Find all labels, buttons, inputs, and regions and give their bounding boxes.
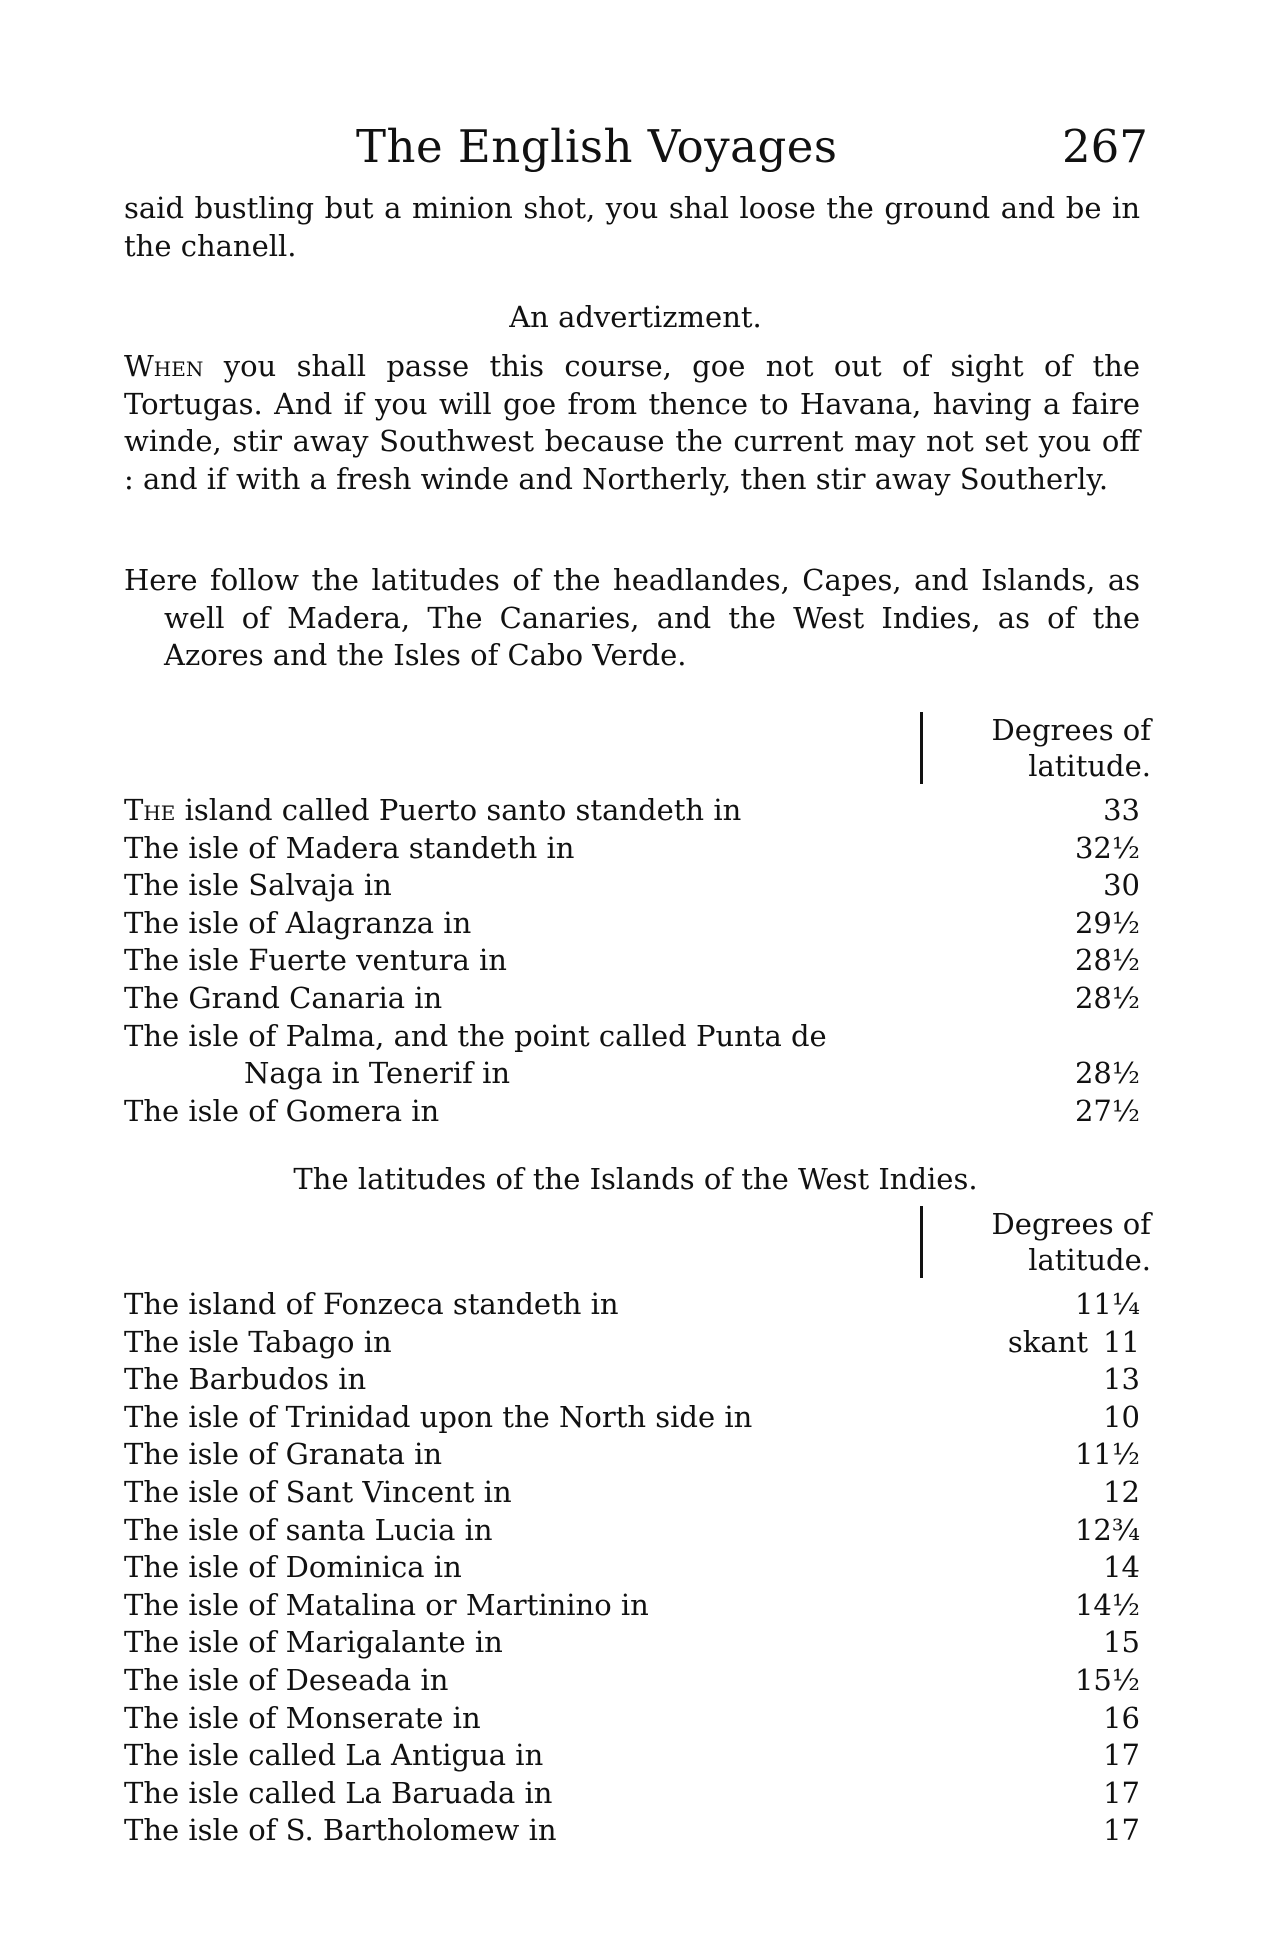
latitude-value: 17 bbox=[1103, 1738, 1140, 1773]
place-name: The isle of Matalina or Martinino in bbox=[124, 1587, 649, 1622]
table-row bbox=[124, 1737, 1140, 1775]
latitude-table-west-indies bbox=[124, 1286, 1140, 1850]
latitude-value: 11 bbox=[1103, 1324, 1140, 1359]
table-row bbox=[124, 1286, 1140, 1324]
place-name: The island of Fonzeca standeth in bbox=[124, 1287, 619, 1321]
place-name bbox=[124, 792, 741, 830]
latitude-value: 28½ bbox=[1074, 980, 1140, 1015]
latitude-value: 32½ bbox=[1074, 830, 1140, 865]
place-name: The isle of Deseada in bbox=[124, 1662, 449, 1697]
latitude-value: 12 bbox=[1103, 1474, 1140, 1509]
place-name: The isle of Sant Vincent in bbox=[124, 1474, 512, 1509]
latitude-value: 28½ bbox=[1074, 1056, 1140, 1091]
page-header bbox=[0, 120, 1271, 180]
place-name: The isle of Alagranza in bbox=[124, 905, 472, 940]
latitude-value: 17 bbox=[1103, 1775, 1140, 1810]
advertizement-heading: An advertizment. bbox=[509, 300, 762, 334]
table-row bbox=[124, 1018, 1140, 1056]
place-name: The isle of Trinidad upon the North side in bbox=[124, 1399, 753, 1434]
latitude-value: 15½ bbox=[1074, 1662, 1140, 1697]
table-row bbox=[124, 1512, 1140, 1550]
table-row bbox=[124, 1775, 1140, 1813]
place-name: The isle of Gomera in bbox=[124, 1093, 440, 1128]
place-name: The isle Fuerte ventura in bbox=[124, 943, 507, 978]
west-indies-heading: The latitudes of the Islands of the West Indies. bbox=[293, 1162, 978, 1196]
latitude-value: 13 bbox=[1103, 1362, 1140, 1397]
intro-paragraph: Here follow the latitudes of the headlandes, Capes, and Islands, as well of Madera, The Canaries, and the West Indies, as of the Azores and the Isles of Cabo Verde. bbox=[124, 563, 1140, 672]
place-name: The isle of santa Lucia in bbox=[124, 1512, 493, 1547]
table-row bbox=[124, 792, 1140, 830]
latitude-note: skant bbox=[1007, 1324, 1088, 1359]
place-name: The isle Tabago in bbox=[124, 1324, 392, 1359]
place-name: The isle of Madera standeth in bbox=[124, 830, 575, 865]
table-row bbox=[124, 1361, 1140, 1399]
latitude-value: 33 bbox=[1103, 793, 1140, 827]
advertizement-first-word: When bbox=[124, 349, 204, 383]
table-row bbox=[124, 1399, 1140, 1437]
latitude-value: 14 bbox=[1103, 1550, 1140, 1585]
table-row bbox=[124, 830, 1140, 868]
table2-column-header-line2: latitude. bbox=[1028, 1243, 1151, 1277]
table-row bbox=[124, 1055, 1140, 1093]
advertizement-paragraph bbox=[124, 348, 1140, 498]
table-row bbox=[124, 1662, 1140, 1700]
place-name-text: island called Puerto santo standeth in bbox=[175, 793, 742, 827]
table-row bbox=[124, 942, 1140, 980]
advertizement-text: you shall passe this course, goe not out of sight of the Tortugas. And if you will goe from thence to Havana, having a faire winde, stir away Southwest because the current may not set you off : and if with a fresh winde and Northerly, then stir away Southerly. bbox=[124, 349, 1140, 496]
opening-paragraph: said bustling but a minion shot, you shal loose the ground and be in the chanell. bbox=[124, 191, 1140, 263]
place-name: The isle of Marigalante in bbox=[124, 1625, 503, 1660]
place-name: The isle Salvaja in bbox=[124, 868, 392, 903]
place-name: The Grand Canaria in bbox=[124, 980, 443, 1015]
table1-column-header-line2: latitude. bbox=[1028, 749, 1151, 783]
table-row bbox=[124, 1624, 1140, 1662]
place-name: The Barbudos in bbox=[124, 1362, 367, 1397]
latitude-value: 12¾ bbox=[1074, 1512, 1140, 1547]
table-row bbox=[124, 1093, 1140, 1131]
table1-column-header-line1: Degrees of bbox=[991, 713, 1151, 747]
latitude-value: 14½ bbox=[1074, 1587, 1140, 1622]
place-name: The isle of Palma, and the point called Punta de bbox=[124, 1018, 827, 1053]
table-row bbox=[124, 1474, 1140, 1512]
table2-column-header bbox=[920, 1206, 1151, 1278]
table-row bbox=[124, 867, 1140, 905]
latitude-value: 10 bbox=[1103, 1399, 1140, 1434]
latitude-value: 11¼ bbox=[1074, 1287, 1140, 1321]
table-row bbox=[124, 1436, 1140, 1474]
page-number: 267 bbox=[1062, 120, 1148, 173]
place-name: The isle called La Antigua in bbox=[124, 1738, 544, 1773]
table2-column-header-line1: Degrees of bbox=[991, 1207, 1151, 1241]
place-name-first-word: The bbox=[124, 793, 176, 827]
table-row bbox=[124, 980, 1140, 1018]
table-row bbox=[124, 1700, 1140, 1738]
place-name: The isle of Monserate in bbox=[124, 1700, 481, 1735]
latitude-value: 17 bbox=[1103, 1813, 1140, 1848]
place-name: The isle of Dominica in bbox=[124, 1550, 462, 1585]
table-row bbox=[124, 1587, 1140, 1625]
latitude-value: 27½ bbox=[1074, 1093, 1140, 1128]
latitude-value: 16 bbox=[1103, 1700, 1140, 1735]
place-name: The isle called La Baruada in bbox=[124, 1775, 553, 1810]
latitude-table-canaries bbox=[124, 792, 1140, 1130]
latitude-value: 30 bbox=[1103, 868, 1140, 903]
table-row bbox=[124, 1812, 1140, 1850]
place-name: Naga in Tenerif in bbox=[244, 1056, 511, 1091]
place-name: The isle of Granata in bbox=[124, 1437, 443, 1472]
latitude-value: 28½ bbox=[1074, 943, 1140, 978]
latitude-value: 29½ bbox=[1074, 905, 1140, 940]
latitude-value: 11½ bbox=[1074, 1437, 1140, 1472]
latitude-value: 15 bbox=[1103, 1625, 1140, 1660]
table1-column-header bbox=[920, 712, 1151, 784]
place-name: The isle of S. Bartholomew in bbox=[124, 1813, 557, 1848]
table-row bbox=[124, 905, 1140, 943]
table-row bbox=[124, 1549, 1140, 1587]
table-row bbox=[124, 1324, 1140, 1362]
running-title: The English Voyages bbox=[356, 120, 838, 173]
